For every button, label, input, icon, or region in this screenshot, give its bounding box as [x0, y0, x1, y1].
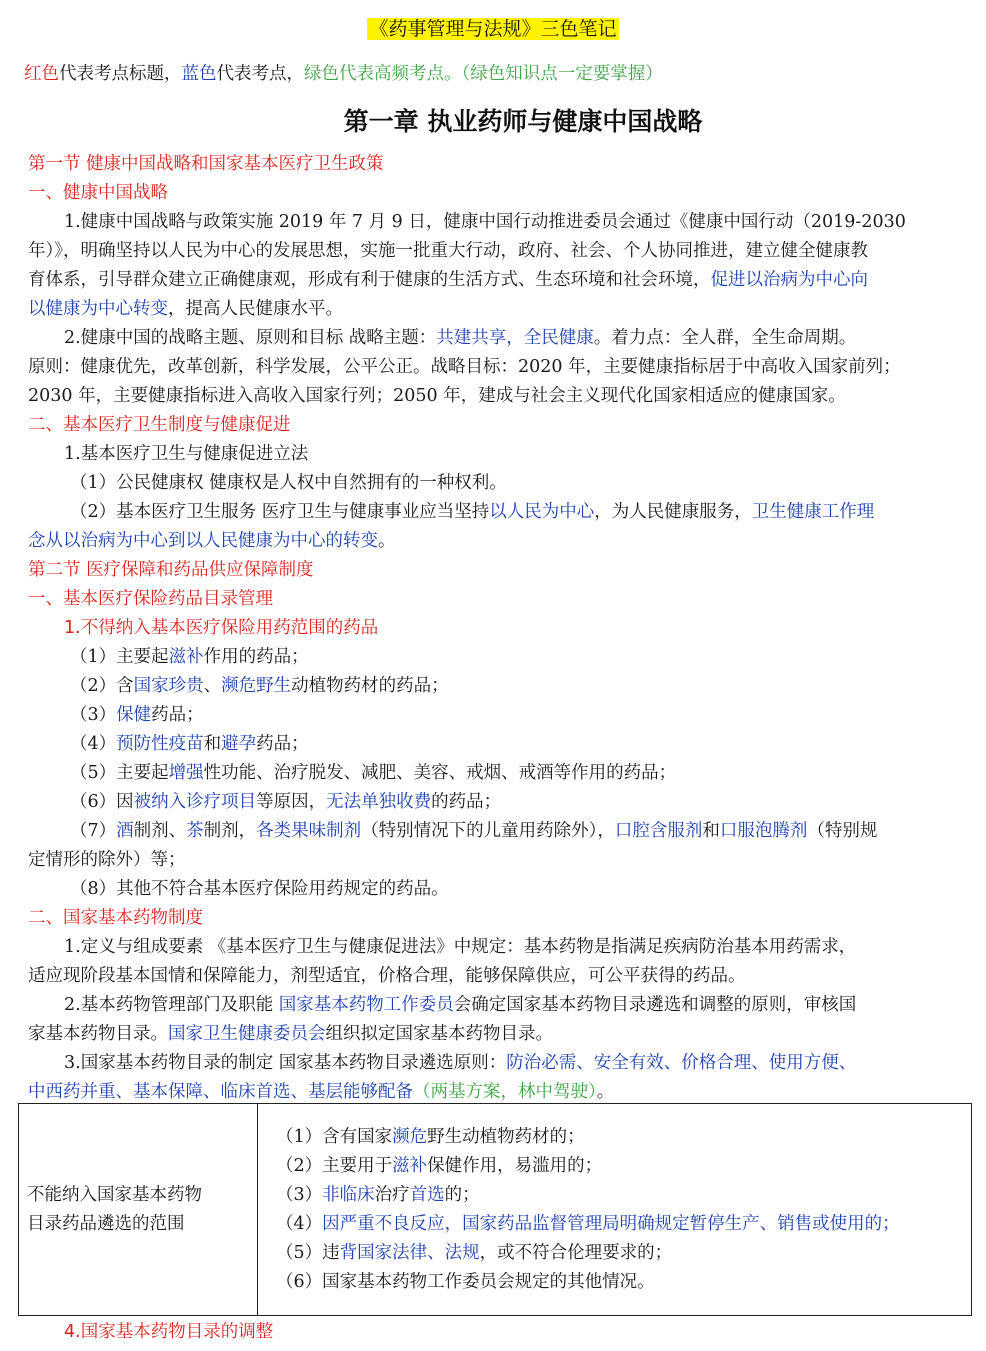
- key-point: 首选: [409, 1184, 445, 1205]
- key-point: 国家卫生健康委员会: [168, 1024, 326, 1044]
- text-run: 。着力点：全人群，全生命周期。: [593, 328, 857, 348]
- table-item: [276, 1181, 971, 1210]
- text-run: 制剂，: [203, 821, 257, 841]
- table-label-line: 不能纳入国家基本药物: [27, 1184, 202, 1205]
- key-point: 无法单独收费: [326, 792, 432, 812]
- key-point: 国家基本药物工作委员: [278, 995, 454, 1015]
- key-point: 以健康为中心转变: [28, 299, 168, 319]
- text-run: 动植物药材的药品；: [291, 676, 449, 696]
- table-item: [276, 1123, 971, 1152]
- key-point: 卫生健康工作理: [751, 502, 875, 522]
- text-run: 。: [378, 531, 396, 551]
- list-item: [70, 643, 964, 672]
- text-run: 制剂、: [133, 821, 187, 841]
- text-run: ，为人民健康服务，: [594, 502, 752, 522]
- key-point: 共建共享，全民健康: [436, 328, 594, 348]
- exclusion-table: [18, 1103, 972, 1316]
- key-point: 预防性疫苗: [116, 734, 204, 754]
- header-title: 《药事管理与法规》三色笔记: [369, 18, 617, 40]
- text-run: 育体系，引导群众建立正确健康观，形成有利于健康的生活方式、生态环境和社会环境，: [28, 270, 711, 290]
- table-label-cell: [19, 1104, 258, 1316]
- text-run: 作用的药品；: [203, 647, 309, 667]
- paragraph-line: 年）》，明确坚持以人民为中心的发展思想，实施一批重大行动，政府、社会、个人协同推进，建立健全健康教: [28, 241, 868, 261]
- text-run: （特别规: [807, 821, 878, 841]
- key-point: 非临床: [322, 1184, 375, 1205]
- text-run: （4）: [276, 1213, 323, 1234]
- paragraph-line: [70, 498, 964, 527]
- legend-red: 红色: [24, 64, 59, 84]
- key-point: 念从以治病为中心到以人民健康为中心的转变: [28, 531, 378, 551]
- key-point: 各类果味制剂: [256, 821, 362, 841]
- list-item: [70, 817, 964, 846]
- paragraph-line: 1.健康中国战略与政策实施 2019 年 7 月 9 日，健康中国行动推进委员会通过《健康中国行动（2019-2030: [64, 212, 906, 232]
- list-item: [70, 672, 964, 701]
- text-run: 野生动植物药材的；: [427, 1126, 585, 1147]
- list-item: [70, 730, 964, 759]
- key-point: 濒危: [392, 1126, 428, 1147]
- text-run: 组织拟定国家基本药物目录。: [325, 1024, 553, 1044]
- text-run: 和: [203, 734, 222, 754]
- paragraph-line: [64, 1049, 964, 1078]
- table-item: [276, 1152, 971, 1181]
- text-run: ，或不符合伦理要求的；: [479, 1242, 673, 1263]
- list-item: [70, 701, 964, 730]
- text-run: （2）主要用于: [276, 1155, 393, 1176]
- text-run: 的药品；: [431, 792, 502, 812]
- key-point: 因严重不良反应，国家药品监督管理局明确规定暂停生产、销售或使用的: [322, 1213, 883, 1234]
- text-run: 3.国家基本药物目录的制定 国家基本药物目录遴选原则：: [64, 1053, 507, 1073]
- subsection-heading-1-2: 二、基本医疗卫生制度与健康促进: [28, 415, 291, 435]
- text-run: 会确定国家基本药物目录遴选和调整的原则，审核国: [453, 995, 857, 1015]
- text-run: 2.基本药物管理部门及职能: [64, 995, 279, 1015]
- color-legend: [24, 60, 960, 89]
- list-item-continued: 定情形的除外）等；: [28, 850, 186, 870]
- key-point: 滋补: [168, 647, 204, 667]
- text-run: 等原因，: [256, 792, 327, 812]
- text-run: 保健作用，易滥用的；: [427, 1155, 603, 1176]
- key-point: 保健: [116, 705, 152, 725]
- paragraph-line: 1.定义与组成要素 《基本医疗卫生与健康促进法》中规定：基本药物是指满足疾病防治基本用药需求，: [64, 937, 857, 957]
- section-heading-1: 第一节 健康中国战略和国家基本医疗卫生政策: [28, 154, 384, 174]
- text-run: 药品；: [256, 734, 309, 754]
- text-run: ；: [882, 1213, 900, 1234]
- text-run: （4）: [70, 734, 117, 754]
- key-point: 背国家法律、法规: [339, 1242, 480, 1263]
- text-run: 和: [702, 821, 720, 841]
- paragraph-line: 适应现阶段基本国情和保障能力，剂型适宜，价格合理，能够保障供应，可公平获得的药品。: [28, 966, 746, 986]
- paragraph-line: [28, 527, 964, 556]
- legend-green: 绿色: [304, 64, 339, 84]
- text-run: （5）主要起: [70, 763, 169, 783]
- section-heading-2: 第二节 医疗保障和药品供应保障制度: [28, 560, 314, 580]
- paragraph-line: [28, 295, 964, 324]
- text-run: （2）基本医疗卫生服务 医疗卫生与健康事业应当坚持: [70, 502, 490, 522]
- paragraph-line: 原则：健康优先，改革创新，科学发展，公平公正。战略目标：2020 年，主要健康指标居于中高收入国家前列；: [28, 357, 901, 377]
- text-run: 性功能、治疗脱发、减肥、美容、戒烟、戒酒等作用的药品；: [203, 763, 677, 783]
- point-heading: 1.不得纳入基本医疗保险用药范围的药品: [64, 618, 379, 638]
- key-point: 防治必需、安全有效、价格合理、使用方便、: [506, 1053, 857, 1073]
- key-point: 口服泡腾剂: [719, 821, 808, 841]
- text-run: （5）违: [276, 1242, 340, 1263]
- paragraph-line: 2030 年，主要健康指标进入高收入国家行列；2050 年，建成与社会主义现代化国家相适应的健康国家。: [28, 386, 846, 406]
- paragraph-line: 1.基本医疗卫生与健康促进立法: [64, 444, 309, 464]
- text-run: （2）含: [70, 676, 134, 696]
- paragraph-line: [64, 991, 964, 1020]
- text-run: 、: [203, 676, 222, 696]
- text-run: ，提高人民健康水平。: [168, 299, 343, 319]
- subsection-heading-2-2: 二、国家基本药物制度: [28, 908, 203, 928]
- table-item: [276, 1239, 971, 1268]
- point-heading: 4.国家基本药物目录的调整: [64, 1322, 274, 1342]
- text-run: 家基本药物目录。: [28, 1024, 168, 1044]
- key-point: 促进以治病为中心向: [710, 270, 868, 290]
- key-point: 以人民为中心: [489, 502, 595, 522]
- text-run: （3）: [276, 1184, 323, 1205]
- text-run: （特别情况下的儿童用药除外），: [361, 821, 615, 841]
- paragraph-line: [64, 324, 964, 353]
- key-point: 被纳入诊疗项目: [133, 792, 257, 812]
- legend-red-text: 代表考点标题，: [59, 64, 182, 84]
- key-point: 增强: [168, 763, 204, 783]
- key-point: 茶: [186, 821, 204, 841]
- paragraph-line: [28, 266, 964, 295]
- high-frequency-point: （两基方案，林中驾驶）: [413, 1082, 597, 1102]
- subsection-heading-2-1: 一、基本医疗保险药品目录管理: [28, 589, 273, 609]
- header-title-wrap: [0, 14, 986, 44]
- legend-blue-text: 代表考点，: [216, 64, 304, 84]
- key-point: 国家珍贵: [133, 676, 204, 696]
- text-run: （3）: [70, 705, 117, 725]
- table-label-line: 目录药品遴选的范围: [27, 1213, 185, 1234]
- paragraph-line: （1）公民健康权 健康权是人权中自然拥有的一种权利。: [70, 473, 507, 493]
- text-run: （1）含有国家: [276, 1126, 393, 1147]
- subsection-heading-1-1: 一、健康中国战略: [28, 183, 168, 203]
- text-run: （6）因: [70, 792, 134, 812]
- list-item: （8）其他不符合基本医疗保险用药规定的药品。: [70, 879, 449, 899]
- list-item: [70, 759, 964, 788]
- text-run: 药品；: [151, 705, 204, 725]
- text-run: 的；: [444, 1184, 480, 1205]
- key-point: 中西药并重、基本保障、临床首选、基层能够配备: [28, 1082, 413, 1102]
- legend-green-text: 代表高频考点。（绿色知识点一定要掌握）: [339, 64, 663, 84]
- key-point: 滋补: [392, 1155, 428, 1176]
- chapter-title: 第一章 执业药师与健康中国战略: [343, 107, 703, 136]
- text-run: 。: [596, 1082, 615, 1102]
- text-run: 2.健康中国的战略主题、原则和目标 战略主题：: [64, 328, 437, 348]
- paragraph-line: [28, 1020, 964, 1049]
- text-run: （1）主要起: [70, 647, 169, 667]
- text-run: （7）: [70, 821, 117, 841]
- key-point: 濒危野生: [221, 676, 292, 696]
- key-point: 口腔含服剂: [614, 821, 703, 841]
- key-point: 避孕: [221, 734, 257, 754]
- text-run: 治疗: [374, 1184, 410, 1205]
- key-point: 酒: [116, 821, 134, 841]
- table-item: [276, 1210, 971, 1239]
- legend-blue: 蓝色: [181, 64, 217, 84]
- table-row: [19, 1104, 972, 1316]
- table-content-cell: [258, 1104, 972, 1316]
- table-item: （6）国家基本药物工作委员会规定的其他情况。: [276, 1271, 655, 1292]
- list-item: [70, 788, 964, 817]
